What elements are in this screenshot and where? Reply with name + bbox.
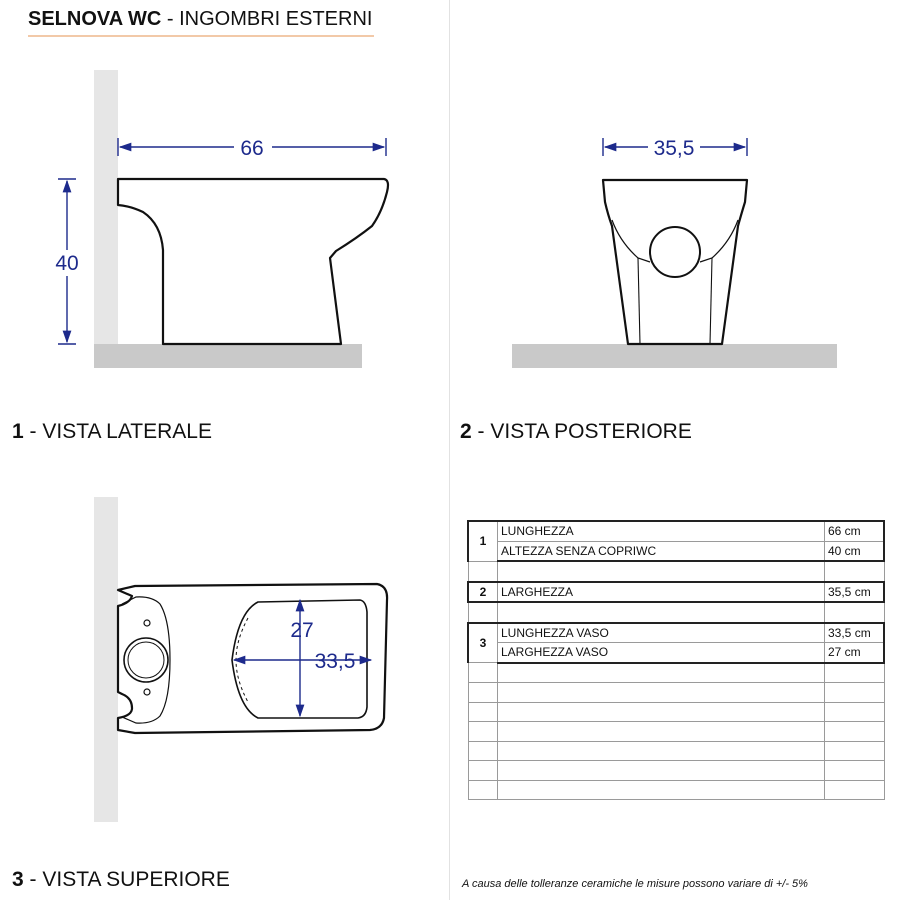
top-tank-hole xyxy=(124,638,168,682)
table-row-empty xyxy=(468,663,884,683)
row-label: LARGHEZZA VASO xyxy=(498,643,825,663)
rear-width-label: 35,5 xyxy=(653,137,695,160)
row-label: ALTEZZA SENZA COPRIWC xyxy=(498,541,825,561)
row-label: LUNGHEZZA xyxy=(498,521,825,541)
row-label: LUNGHEZZA VASO xyxy=(498,623,825,643)
view-1-label: 1 - VISTA LATERALE xyxy=(12,420,212,443)
table-row-empty xyxy=(468,780,884,800)
group-number: 1 xyxy=(468,521,498,561)
view-2-label: 2 - VISTA POSTERIORE xyxy=(460,420,692,443)
top-wall xyxy=(94,497,118,822)
side-view-drawing xyxy=(50,70,388,368)
group-number: 2 xyxy=(468,582,498,603)
side-floor xyxy=(94,344,362,368)
table-row xyxy=(468,623,884,643)
row-value: 35,5 cm xyxy=(825,582,885,603)
group-number: 3 xyxy=(468,623,498,663)
row-value: 27 cm xyxy=(825,643,885,663)
rear-view-drawing xyxy=(512,134,837,368)
table-row-empty xyxy=(468,602,884,623)
table-row-empty xyxy=(468,683,884,703)
table-row-empty xyxy=(468,722,884,742)
table-row-empty xyxy=(468,561,884,582)
row-value: 33,5 cm xyxy=(825,623,885,643)
side-length-label: 66 xyxy=(240,137,264,160)
rear-floor xyxy=(512,344,837,368)
table-row-empty xyxy=(468,761,884,781)
table-row-empty xyxy=(468,741,884,761)
rear-outlet-hole xyxy=(650,227,700,277)
table-row xyxy=(468,541,884,561)
title-product: SELNOVA WC xyxy=(28,8,162,30)
table-row-empty xyxy=(468,702,884,722)
dimensions-table xyxy=(467,520,885,800)
side-wall xyxy=(94,70,118,368)
table-row xyxy=(468,582,884,603)
top-length-label: 33,5 xyxy=(314,650,356,673)
top-view-drawing xyxy=(94,497,387,822)
side-wc-outline xyxy=(118,179,388,344)
table-row xyxy=(468,521,884,541)
view-3-label: 3 - VISTA SUPERIORE xyxy=(12,868,230,891)
title-subtitle: - INGOMBRI ESTERNI xyxy=(161,8,373,30)
table-row xyxy=(468,643,884,663)
top-width-label: 27 xyxy=(290,619,314,642)
side-height-label: 40 xyxy=(55,252,79,275)
tolerance-footnote: A causa delle tolleranze ceramiche le misure possono variare di +/- 5% xyxy=(462,878,808,890)
row-value: 40 cm xyxy=(825,541,885,561)
row-label: LARGHEZZA xyxy=(498,582,825,603)
row-value: 66 cm xyxy=(825,521,885,541)
